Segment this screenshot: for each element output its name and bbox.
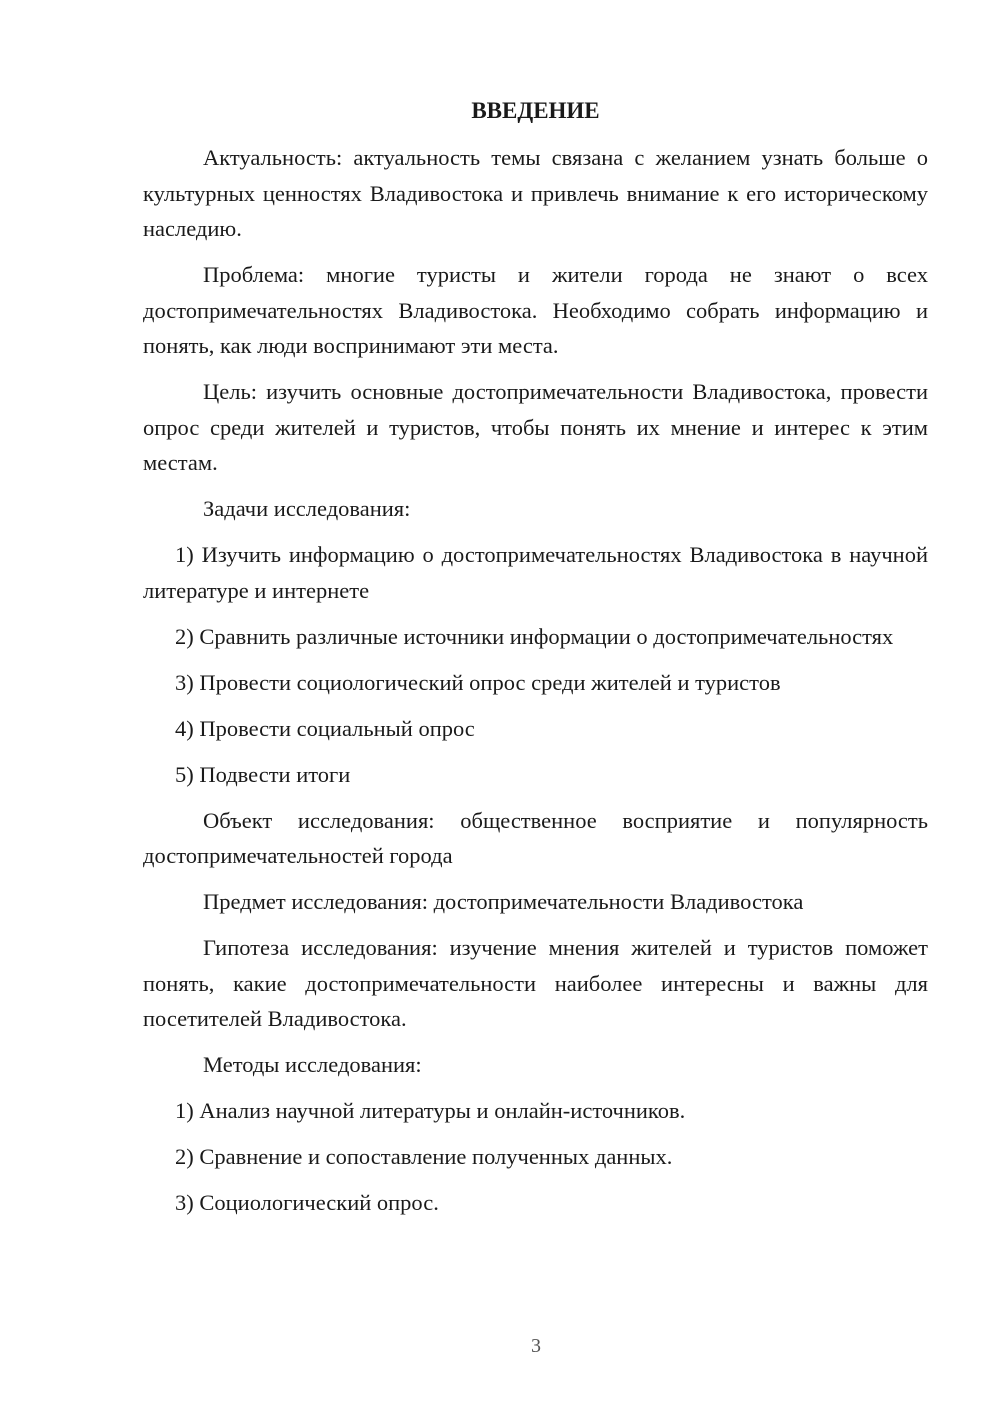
paragraph-subject: Предмет исследования: достопримечательности Владивостока xyxy=(203,889,804,914)
list-item-method-3: 3) Социологический опрос. xyxy=(175,1190,439,1215)
section-body xyxy=(143,140,928,1231)
paragraph-tasks-heading: Задачи исследования: xyxy=(203,496,411,521)
page-number: 3 xyxy=(531,1335,541,1357)
list-item-task-1: 1) Изучить информацию о достопримечательностях Владивостока в научной литературе и интернете xyxy=(143,542,928,603)
paragraph-goal: Цель: изучить основные достопримечательности Владивостока, провести опрос среди жителей и туристов, чтобы понять их мнение и интерес к этим местам. xyxy=(143,379,928,475)
paragraph-methods-heading: Методы исследования: xyxy=(203,1052,422,1077)
paragraph-hypothesis: Гипотеза исследования: изучение мнения жителей и туристов поможет понять, какие достопримечательности наиболее интересны и важны для посетителей Владивостока. xyxy=(143,935,928,1031)
list-item-task-5: 5) Подвести итоги xyxy=(175,761,351,787)
paragraph-object: Объект исследования: общественное восприятие и популярность достопримечательностей города xyxy=(143,807,928,868)
list-item-task-3: 3) Провести социологический опрос среди жителей и туристов xyxy=(175,669,781,695)
paragraph-problem: Проблема: многие туристы и жители города не знают о всех достопримечательностях Владивостока. Необходимо собрать информацию и понять, как люди воспринимают эти места. xyxy=(143,262,928,358)
list-item-method-1: 1) Анализ научной литературы и онлайн-источников. xyxy=(175,1098,686,1123)
list-item-task-4: 4) Провести социальный опрос xyxy=(175,715,475,741)
list-item-method-2: 2) Сравнение и сопоставление полученных данных. xyxy=(175,1144,673,1169)
section-title: ВВЕДЕНИЕ xyxy=(471,98,600,123)
paragraph-relevance: Актуальность: актуальность темы связана с желанием узнать больше о культурных ценностях Владивостока и привлечь внимание к его историческому наследию. xyxy=(143,145,928,241)
list-item-task-2: 2) Сравнить различные источники информации о достопримечательностях xyxy=(175,623,894,649)
